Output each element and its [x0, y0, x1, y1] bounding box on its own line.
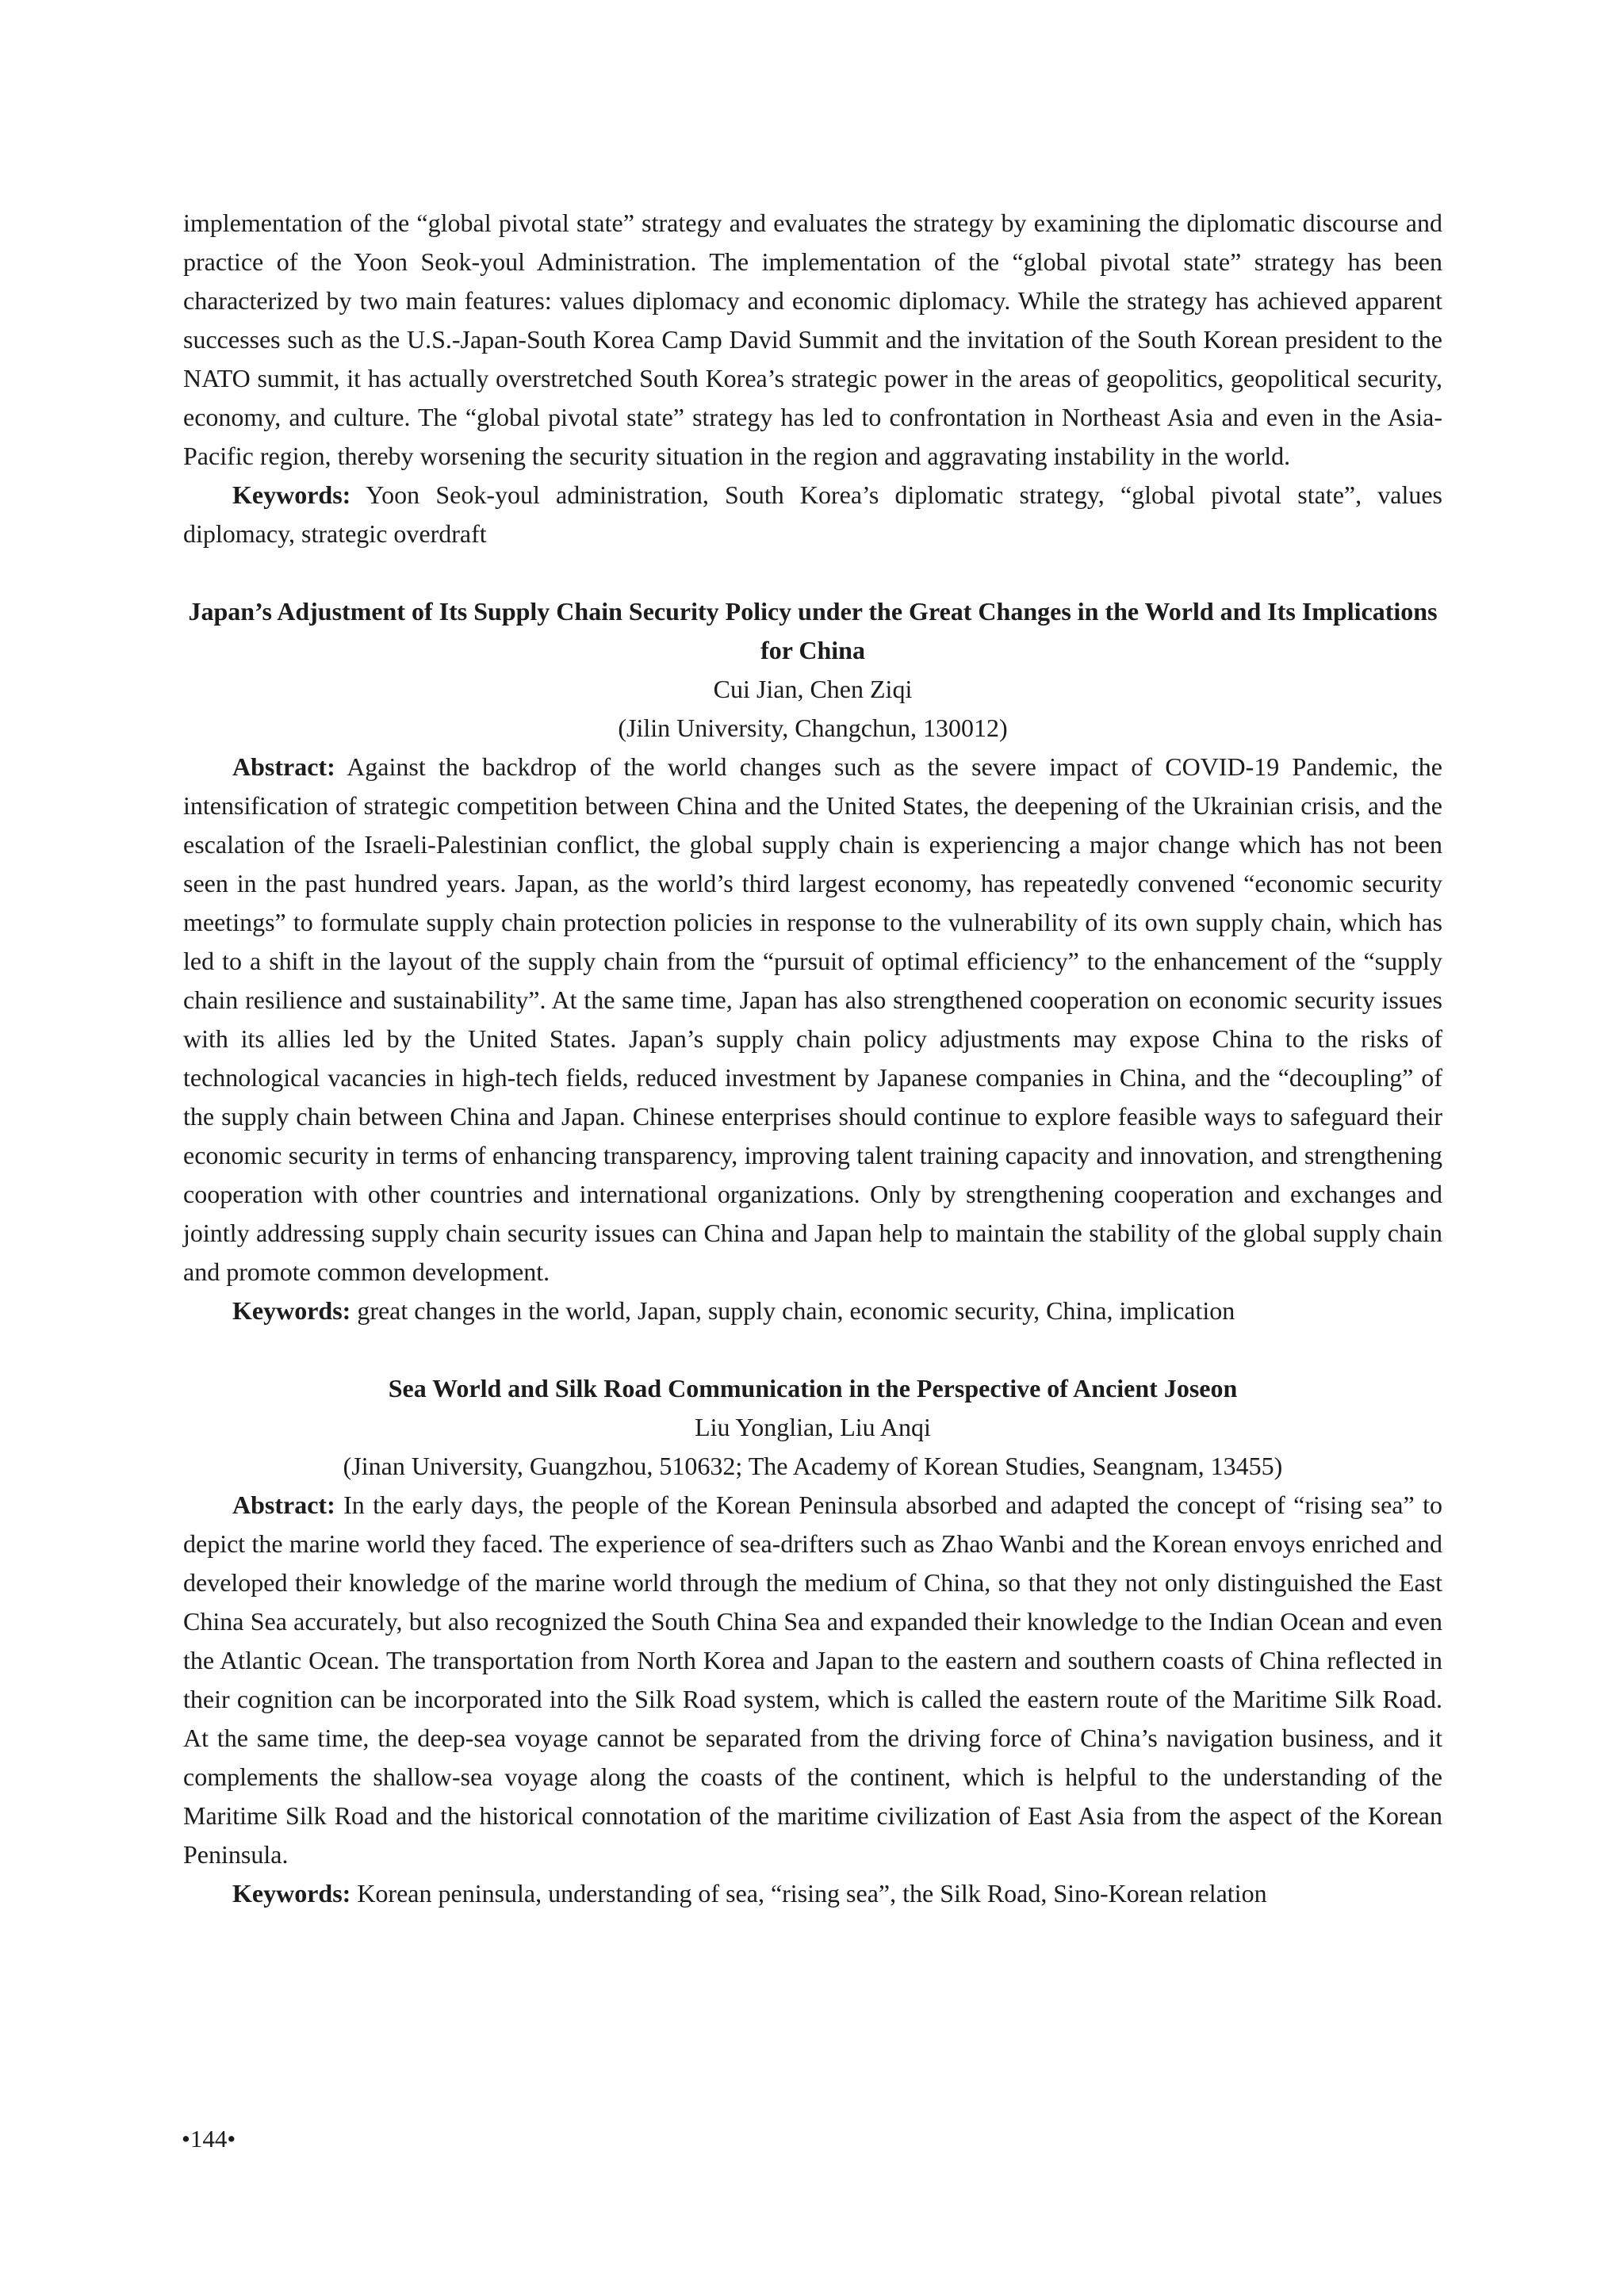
abstract-label: Abstract: — [232, 1490, 335, 1519]
article-title: Sea World and Silk Road Communication in the Perspective of Ancient Joseon — [388, 1374, 1238, 1402]
article-title: Japan’s Adjustment of Its Supply Chain Security Policy under the Great Changes in the World and Its Implications for China — [188, 597, 1438, 664]
keywords-label: Keywords: — [232, 480, 351, 509]
page-number: •144• — [182, 2125, 236, 2152]
abstract-paragraph — [183, 748, 1442, 1292]
article-continued-from-previous-page — [183, 204, 1442, 553]
abstract-label: Abstract: — [232, 752, 335, 781]
article-authors: Liu Yonglian, Liu Anqi — [695, 1413, 931, 1441]
article-sea-world-silk-road — [183, 1369, 1442, 1913]
keywords-paragraph — [183, 1292, 1442, 1330]
abstract-continued-paragraph: implementation of the “global pivotal state” strategy and evaluates the strategy by examining the diplomatic discourse and practice of the Yoon Seok-youl Administration. The implementation of the “global pivotal state” strategy has been characterized by two main features: values diplomacy and economic diplomacy. While the strategy has achieved apparent successes such as the U.S.-Japan-South Korea Camp David Summit and the invitation of the South Korean president to the NATO summit, it has actually overstretched South Korea’s strategic power in the areas of geopolitics, geopolitical security, economy, and culture. The “global pivotal state” strategy has led to confrontation in Northeast Asia and even in the Asia-Pacific region, thereby worsening the security situation in the region and aggravating instability in the world. — [183, 209, 1442, 470]
keywords-text: Yoon Seok-youl administration, South Korea’s diplomatic strategy, “global pivotal state”, values diplomacy, strategic overdraft — [183, 480, 1442, 548]
keywords-text: great changes in the world, Japan, supply chain, economic security, China, implication — [350, 1296, 1235, 1325]
page-content — [183, 204, 1442, 1913]
article-affiliation: (Jinan University, Guangzhou, 510632; The Academy of Korean Studies, Seangnam, 13455) — [343, 1452, 1283, 1480]
keywords-label: Keywords: — [232, 1296, 351, 1325]
keywords-paragraph — [183, 1874, 1442, 1913]
abstract-text: Against the backdrop of the world changes such as the severe impact of COVID-19 Pandemic, the intensification of strategic competition between China and the United States, the deepening of the Ukrainian crisis, and the escalation of the Israeli-Palestinian conflict, the global supply chain is experiencing a major change which has not been seen in the past hundred years. Japan, as the world’s third largest economy, has repeatedly convened “economic security meetings” to formulate supply chain protection policies in response to the vulnerability of its own supply chain, which has led to a shift in the layout of the supply chain from the “pursuit of optimal efficiency” to the enhancement of the “supply chain resilience and sustainability”. At the same time, Japan has also strengthened cooperation on economic security issues with its allies led by the United States. Japan’s supply chain policy adjustments may expose China to the risks of technological vacancies in high-tech fields, reduced investment by Japanese companies in China, and the “decoupling” of the supply chain between China and Japan. Chinese enterprises should continue to explore feasible ways to safeguard their economic security in terms of enhancing transparency, improving talent training capacity and innovation, and strengthening cooperation with other countries and international organizations. Only by strengthening cooperation and exchanges and jointly addressing supply chain security issues can China and Japan help to maintain the stability of the global supply chain and promote common development. — [183, 752, 1442, 1286]
keywords-label: Keywords: — [232, 1879, 351, 1908]
article-japan-supply-chain — [183, 592, 1442, 1330]
abstract-text: In the early days, the people of the Korean Peninsula absorbed and adapted the concept of “rising sea” to depict the marine world they faced. The experience of sea-drifters such as Zhao Wanbi and the Korean envoys enriched and developed their knowledge of the marine world through the medium of China, so that they not only distinguished the East China Sea accurately, but also recognized the South China Sea and expanded their knowledge to the Indian Ocean and even the Atlantic Ocean. The transportation from North Korea and Japan to the eastern and southern coasts of China reflected in their cognition can be incorporated into the Silk Road system, which is called the eastern route of the Maritime Silk Road. At the same time, the deep-sea voyage cannot be separated from the driving force of China’s navigation business, and it complements the shallow-sea voyage along the coasts of the continent, which is helpful to the understanding of the Maritime Silk Road and the historical connotation of the maritime civilization of East Asia from the aspect of the Korean Peninsula. — [183, 1490, 1442, 1869]
abstract-paragraph — [183, 1486, 1442, 1874]
article-authors: Cui Jian, Chen Ziqi — [713, 675, 913, 703]
keywords-paragraph — [183, 476, 1442, 553]
keywords-text: Korean peninsula, understanding of sea, “rising sea”, the Silk Road, Sino-Korean relation — [350, 1879, 1267, 1908]
article-affiliation: (Jilin University, Changchun, 130012) — [618, 714, 1008, 742]
